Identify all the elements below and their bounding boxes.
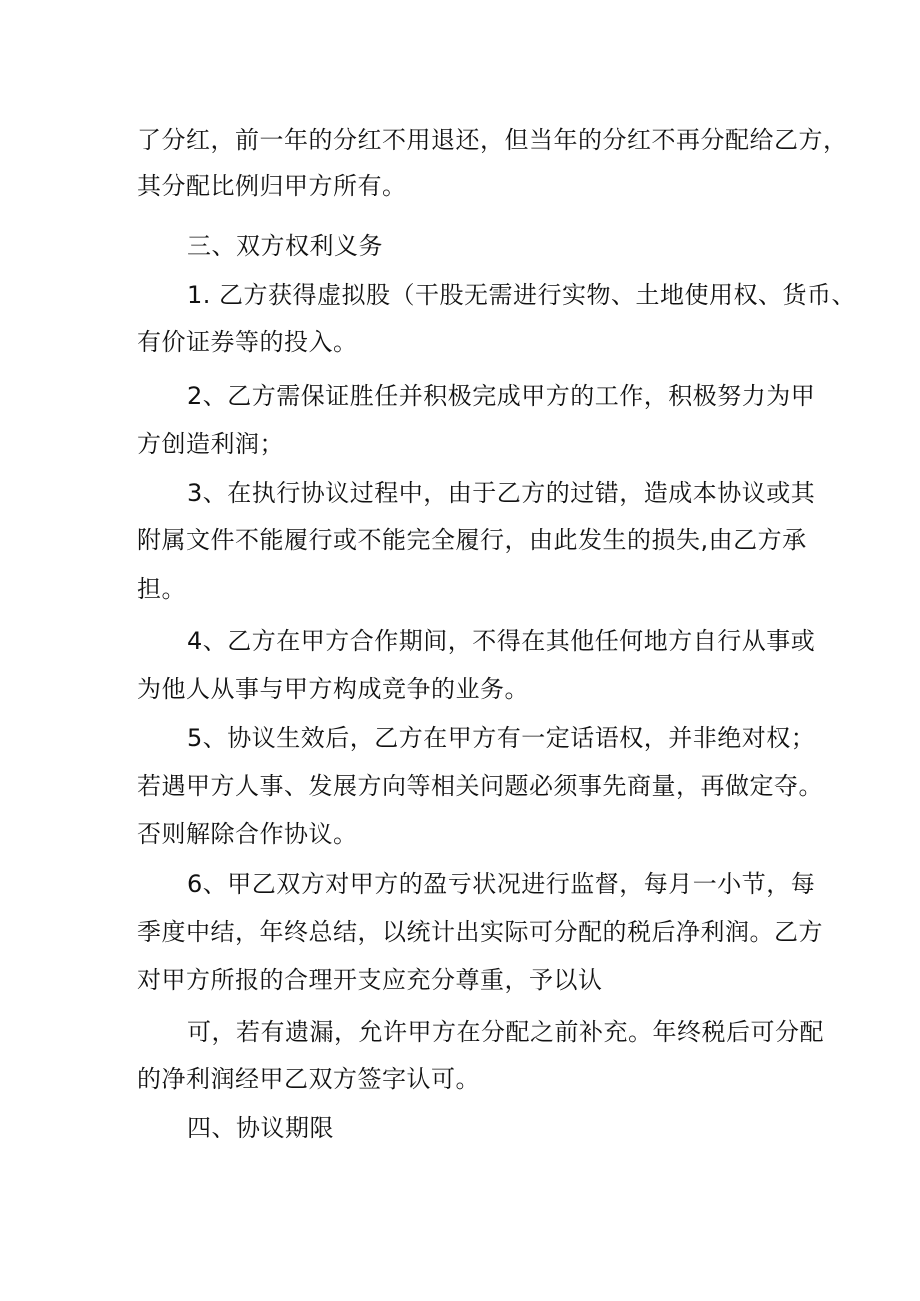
text-line: 对甲方所报的合理开支应充分尊重，予以认 (137, 966, 603, 994)
text-line: 4、乙方在甲方合作期间，不得在其他任何地方自行从事或 (187, 627, 816, 655)
text-line: 方创造利润； (137, 430, 284, 458)
text-line: 为他人从事与甲方构成竞争的业务。 (137, 675, 529, 703)
section-heading: 四、协议期限 (187, 1114, 334, 1142)
section-heading: 三、双方权利义务 (187, 232, 383, 260)
text-line: 附属文件不能履行或不能完全履行，由此发生的损失,由乙方承 (137, 526, 807, 554)
text-line: 担。 (137, 575, 186, 603)
text-line: 的净利润经甲乙双方签字认可。 (137, 1065, 480, 1093)
text-line: 可，若有遗漏，允许甲方在分配之前补充。年终税后可分配 (187, 1018, 824, 1046)
text-line: 若遇甲方人事、发展方向等相关问题必须事先商量，再做定夺。 (137, 772, 823, 800)
text-line: 季度中结，年终总结，以统计出实际可分配的税后净利润。乙方 (137, 918, 823, 946)
text-line: 6、甲乙双方对甲方的盈亏状况进行监督，每月一小节，每 (187, 870, 816, 898)
text-line: 其分配比例归甲方所有。 (137, 172, 407, 200)
text-line: 3、在执行协议过程中，由于乙方的过错，造成本协议或其 (187, 479, 816, 507)
text-line: 了分红，前一年的分红不用退还，但当年的分红不再分配给乙方， (137, 126, 848, 154)
text-line: 2、乙方需保证胜任并积极完成甲方的工作，积极努力为甲 (187, 382, 816, 410)
text-line: 5、协议生效后，乙方在甲方有一定话语权，并非绝对权； (187, 724, 816, 752)
text-line: 否则解除合作协议。 (137, 820, 358, 848)
text-line: 1. 乙方获得虚拟股（干股无需进行实物、土地使用权、货币、 (187, 281, 857, 309)
text-line: 有价证券等的投入。 (137, 328, 358, 356)
